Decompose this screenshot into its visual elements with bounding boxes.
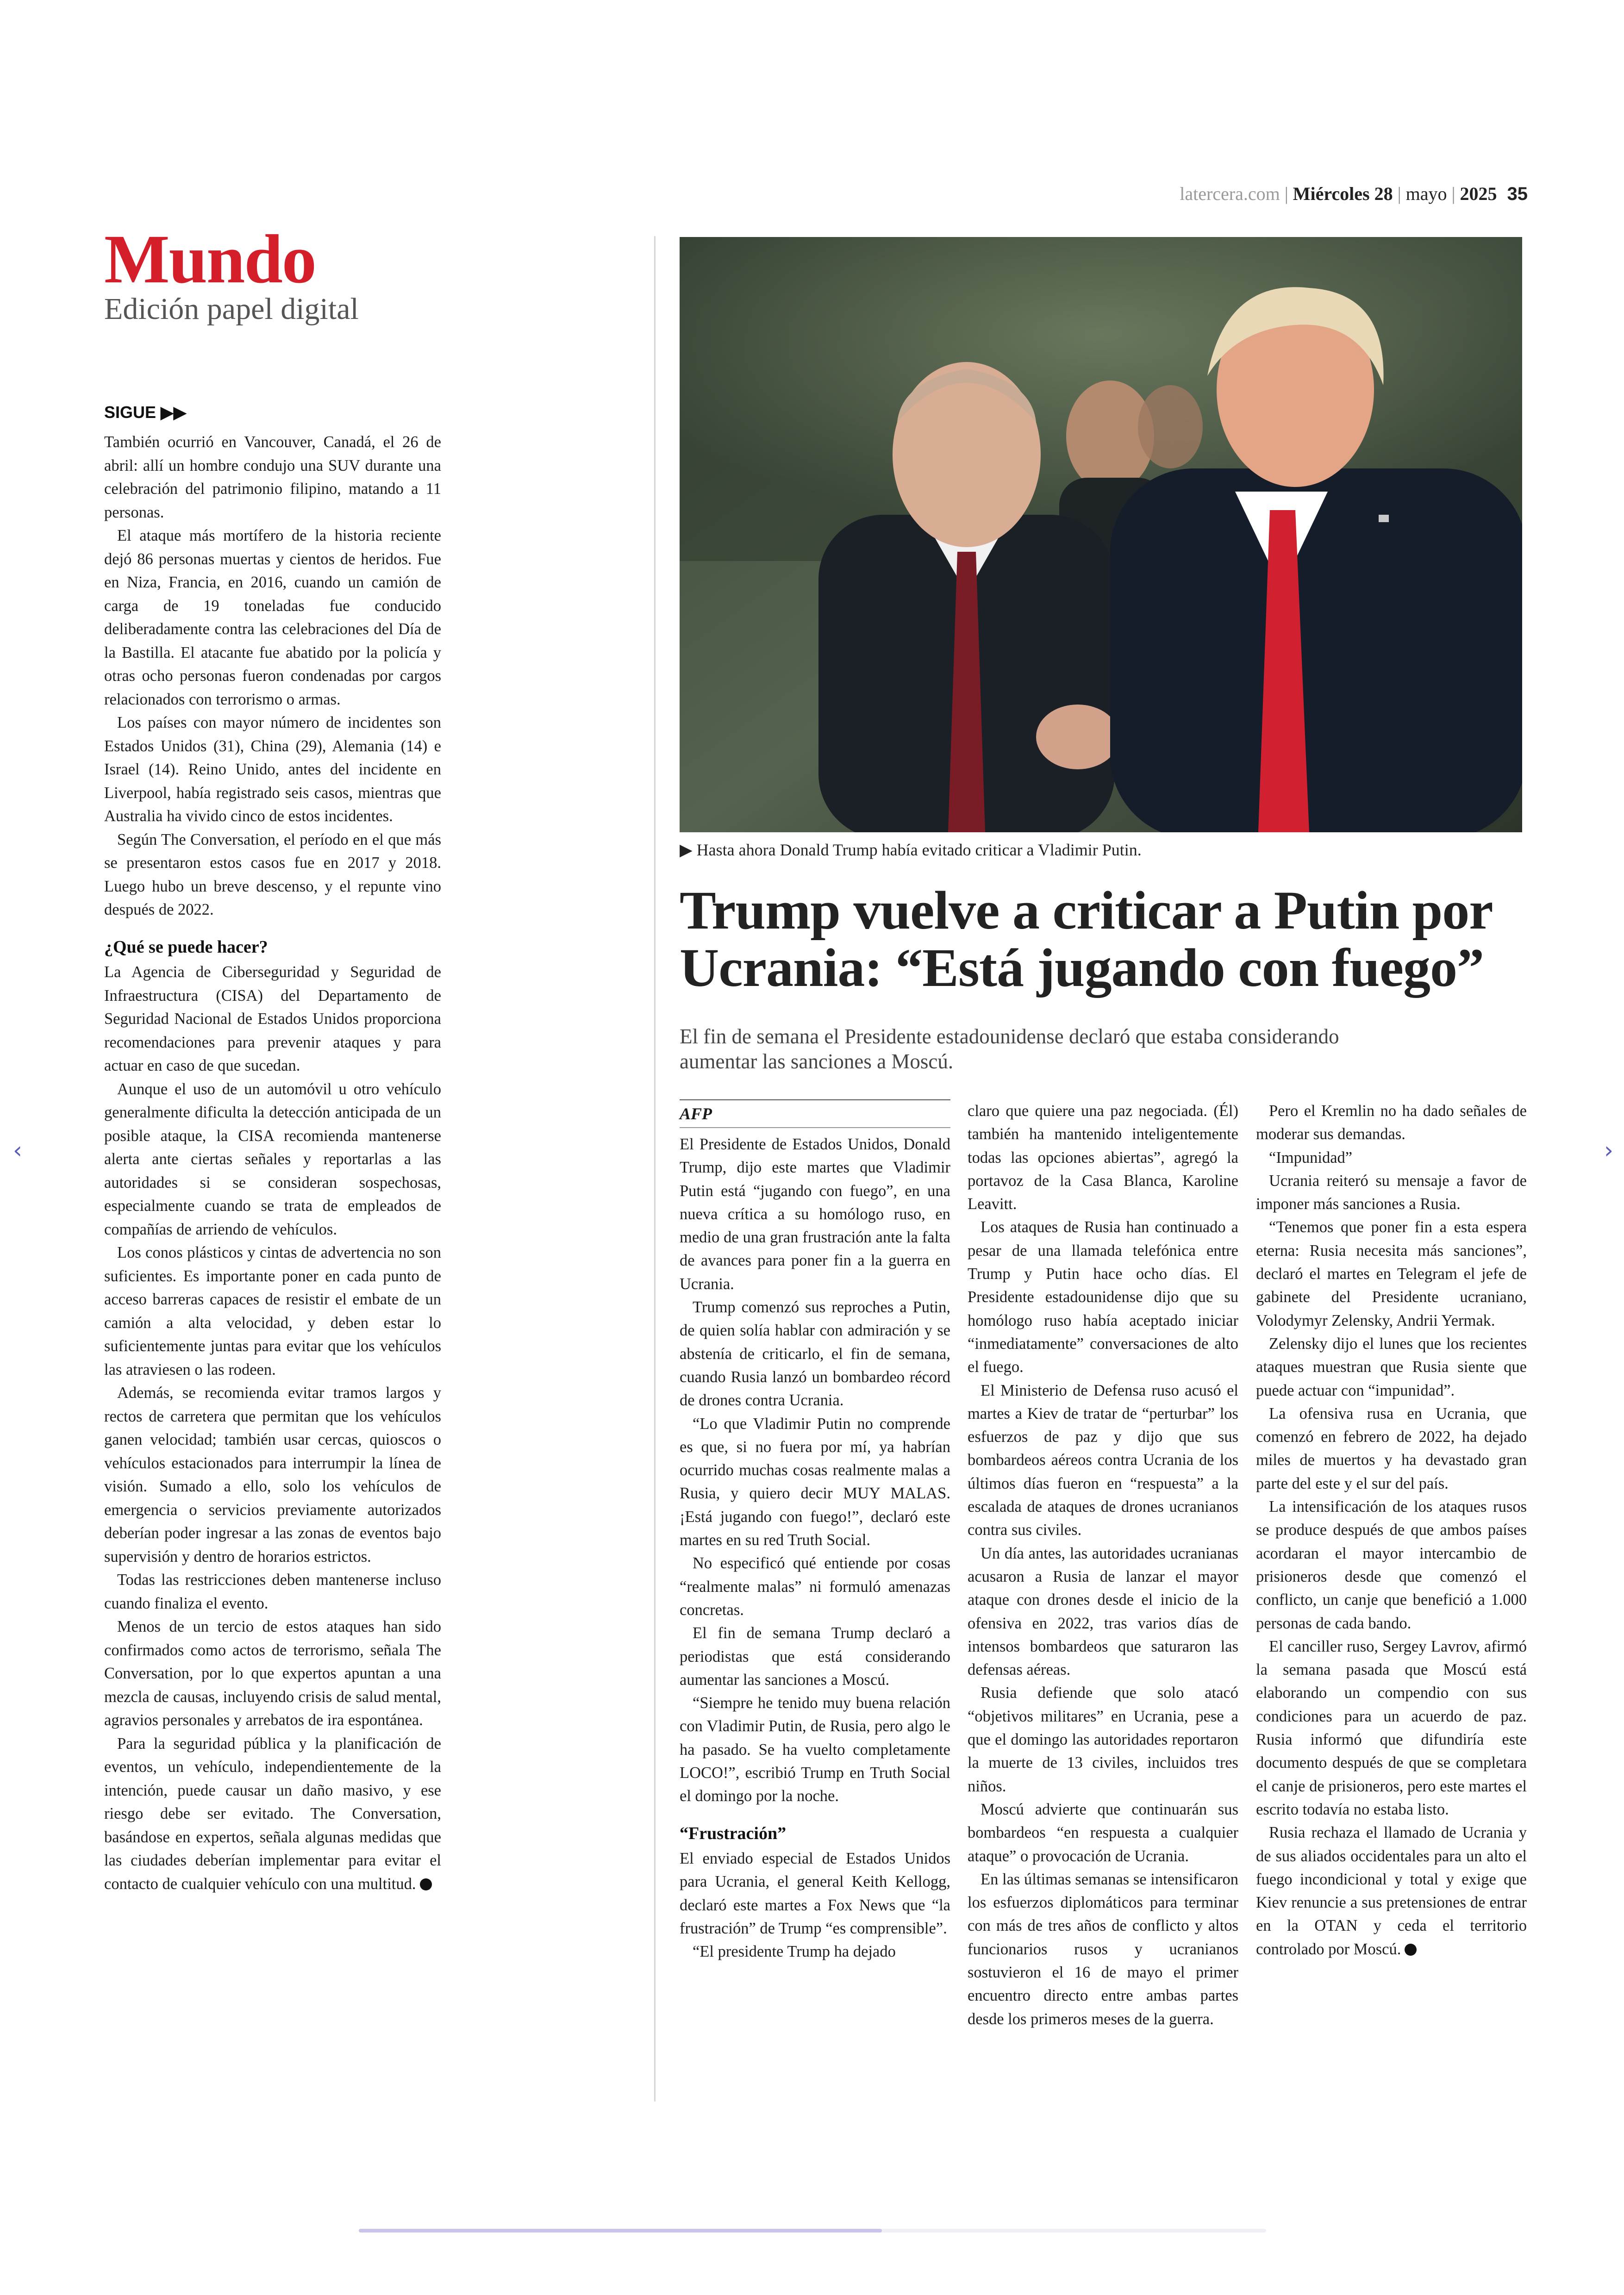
section-title: Mundo [104,221,316,298]
paragraph: Un día antes, las autoridades ucranianas acusaron a Rusia de lanzar el mayor ataque con drones desde el inicio de la ofensiva en 2022, tras varios días de intensos bombardeos que saturaron las defensas aéreas. [968,1544,1238,1679]
photo-caption: ▶ Hasta ahora Donald Trump había evitado criticar a Vladimir Putin. [680,841,1142,859]
paragraph: “Tenemos que poner fin a esta espera eterna: Rusia necesita más sanciones”, declaró el martes en Telegram el jefe de gabinete del Presidente ucraniano, Volodymyr Zelensky, Andrii Yermak. [1256,1218,1527,1329]
headline-line: Trump vuelve a criticar a Putin por [680,880,1493,941]
article-column-3 [1256,1099,1527,1961]
date-year: 2025 [1460,183,1497,204]
next-page-arrow-icon[interactable]: › [1604,1137,1613,1164]
paragraph: El canciller ruso, Sergey Lavrov, afirmó la semana pasada que Moscú está elaborando un compendio con sus condiciones para un acuerdo de paz. Rusia informó que difundiría este documento después de que se completara el canje de prisioneros, pero este martes el escrito todavía no estaba listo. [1256,1637,1527,1818]
page-scroll-thumb[interactable] [359,2229,882,2233]
article-column-1 [680,1099,950,1963]
paragraph: Menos de un tercio de estos ataques han sido confirmados como actos de terrorismo, señala The Conversation, por lo que expertos apuntan a una mezcla de causas, incluyendo crisis de salud mental, agravios personales y arrebatos de ira espontánea. [104,1618,441,1729]
subheading: ¿Qué se puede hacer? [104,937,268,957]
photo-illustration [680,237,1522,832]
paragraph [104,1732,441,1896]
article-headline [680,882,1531,997]
site-name[interactable]: latercera.com [1180,183,1280,204]
paragraph: “Siempre he tenido muy buena relación con Vladimir Putin, de Rusia, pero algo le ha pasado. Se ha vuelto completamente LOCO!”, escribió Trump en Truth Social el domingo por la noche. [680,1694,950,1805]
paragraph: Todas las restricciones deben mantenerse incluso cuando finaliza el evento. [104,1571,441,1612]
article-column-2 [968,1099,1238,2031]
paragraph-text: Rusia rechaza el llamado de Ucrania y de sus aliados occidentales para un alto el fuego incondicional y total y exige que Kiev renuncie a sus pretensiones de entrar en la OTAN y ceda el territorio controlado por Moscú. [1256,1824,1527,1958]
headline-line: Ucrania: “Está jugando con fuego” [680,937,1484,998]
subheading: “Frustración” [680,1823,787,1843]
paragraph: Zelensky dijo el lunes que los recientes ataques muestran que Rusia siente que puede actuar con “impunidad”. [1256,1335,1527,1399]
paragraph: Aunque el uso de un automóvil u otro vehículo generalmente dificulta la detección anticipada de un posible ataque, la CISA recomienda mantenerse alerta ante ciertas señales y reportarlas a las autoridades si se consideran sospechosas, especialmente cuando se trata de empleados de compañías de arriendo de vehículos. [104,1080,441,1238]
date-day: Miércoles 28 [1293,183,1393,204]
article-body [680,1133,950,1963]
paragraph: “Impunidad” [1269,1148,1353,1166]
paragraph: La Agencia de Ciberseguridad y Seguridad de Infraestructura (CISA) del Departamento de Seguridad Nacional de Estados Unidos proporciona recomendaciones para prevenir ataques y para actuar en caso de que sucedan. [104,963,441,1074]
continued-label: SIGUE ▶▶ [104,403,187,422]
paragraph-text: Para la seguridad pública y la planificación de eventos, un vehículo, independientemente de la intención, puede causar un daño masivo, y ese riesgo debe ser evitado. The Conversation, basándose en expertos, señala algunas medidas que las ciudades deberían implementar para evitar el contacto de cualquier vehículo con una multitud. [104,1734,441,1893]
paragraph: La ofensiva rusa en Ucrania, que comenzó en febrero de 2022, ha dejado miles de muertos y ha devastado gran parte del este y el sur del país. [1256,1404,1527,1492]
paragraph: En las últimas semanas se intensificaron los esfuerzos diplomáticos para terminar con más de tres años de conflicto y altos funcionarios rusos y ucranianos sostuvieron el 16 de mayo el primer encuentro directo entre ambas partes desde los primeros meses de la guerra. [968,1870,1238,2028]
date-month: mayo [1405,183,1447,204]
section-subtitle: Edición papel digital [104,292,359,326]
column-divider [654,236,656,2102]
paragraph: “Lo que Vladimir Putin no comprende es que, si no fuera por mí, ya habrían ocurrido muchas cosas realmente malas a Rusia, y quiero decir MUY MALAS. ¡Está jugando con fuego!”, declaró este martes en su red Truth Social. [680,1415,950,1549]
paragraph: El ataque más mortífero de la historia reciente dejó 86 personas muertas y cientos de heridos. Fue en Niza, Francia, en 2016, cuando un camión de carga de 19 toneladas fue conducido deliberadamente contra las celebraciones del Día de la Bastilla. El atacante fue abatido por la policía y otras ocho personas fueron condenadas por cargos relacionados con terrorismo o armas. [104,527,441,708]
paragraph: La intensificación de los ataques rusos se produce después de que ambos países acordaran el mayor intercambio de prisioneros desde que comenzó el conflicto, un canje que benefició a 1.000 personas de cada bando. [1256,1498,1527,1632]
news-photo [680,237,1522,832]
paragraph: El fin de semana Trump declaró a periodistas que está considerando aumentar las sanciones a Moscú. [680,1624,950,1689]
paragraph: Ucrania reiteró su mensaje a favor de imponer más sanciones a Rusia. [1256,1172,1527,1213]
paragraph: El Ministerio de Defensa ruso acusó el martes a Kiev de tratar de “perturbar” los esfuerzos de paz y dijo que sus bombardeos aéreos contra Ucrania de los últimos días fueron en “respuesta” a la escalada de ataques de drones ucranianos contra sus civiles. [968,1381,1238,1539]
paragraph: Los conos plásticos y cintas de advertencia no son suficientes. Es importante poner en cada punto de acceso barreras capaces de resistir el embate de un camión a alta velocidad, y deben estar lo suficientemente juntas para evitar que los vehículos las atraviesen o las rodeen. [104,1244,441,1378]
left-column [104,403,441,1896]
end-mark-icon [420,1878,432,1890]
paragraph: claro que quiere una paz negociada. (Él) también ha mantenido inteligentemente todas las opciones abiertas”, agregó la portavoz de la Casa Blanca, Karoline Leavitt. [968,1102,1238,1213]
paragraph [1256,1821,1527,1961]
article-body [1256,1099,1527,1961]
paragraph: Pero el Kremlin no ha dado señales de moderar sus demandas. [1256,1102,1527,1143]
paragraph: Según The Conversation, el período en el que más se presentaron estos casos fue en 2017 y 2018. Luego hubo un breve descenso, y el repunte vino después de 2022. [104,830,441,918]
paragraph: Los ataques de Rusia han continuado a pesar de una llamada telefónica entre Trump y Putin hace ocho días. El Presidente estadounidense dijo que su homólogo ruso había aceptado iniciar “inmediatamente” conversaciones de alto el fuego. [968,1218,1238,1376]
paragraph: El enviado especial de Estados Unidos para Ucrania, el general Keith Kellogg, declaró este martes a Fox News que “la frustración” de Trump “es comprensible”. [680,1849,950,1937]
left-article-body [104,430,441,1896]
paragraph: El Presidente de Estados Unidos, Donald Trump, dijo este martes que Vladimir Putin está “jugando con fuego”, en una nueva crítica a su homólogo ruso, en medio de una gran frustración ante la falta de avances para poner fin a la guerra en Ucrania. [680,1135,950,1293]
paragraph: “El presidente Trump ha dejado [693,1943,896,1961]
page-number: 35 [1507,184,1528,204]
page-header: latercera.com | Miércoles 28 | mayo | 2025 35 [1180,183,1528,204]
paragraph: Los países con mayor número de incidentes son Estados Unidos (31), China (29), Alemania (14) e Israel (14). Reino Unido, antes del incidente en Liverpool, había registrado seis casos, mientras que Australia ha vivido cinco de estos incidentes. [104,714,441,825]
paragraph: No especificó qué entiende por cosas “realmente malas” ni formuló amenazas concretas. [680,1554,950,1619]
paragraph: Moscú advierte que continuarán sus bombardeos “en respuesta a cualquier ataque” o provocación de Ucrania. [968,1800,1238,1865]
paragraph: Además, se recomienda evitar tramos largos y rectos de carretera que permitan que los vehículos ganen velocidad; también usar cercas, quioscos o vehículos estacionados para interrumpir la línea de visión. Sumado a ello, solo los vehículos de emergencia o servicios previamente autorizados deberían poder ingresar a las zonas de eventos bajo supervisión y dentro de horarios estrictos. [104,1384,441,1565]
article-body [968,1099,1238,2031]
end-mark-icon [1405,1944,1417,1956]
previous-page-arrow-icon[interactable]: ‹ [13,1137,22,1164]
paragraph: Rusia defiende que solo atacó “objetivos militares” en Ucrania, pese a que el domingo las autoridades reportaron la muerte de 13 civiles, incluidos tres niños. [968,1684,1238,1795]
article-dek: El fin de semana el Presidente estadounidense declaró que estaba considerando aumentar las sanciones a Moscú. [680,1025,1339,1073]
paragraph: Trump comenzó sus reproches a Putin, de quien solía hablar con admiración y se abstenía de criticarlo, el fin de semana, cuando Rusia lanzó un bombardeo récord de drones contra Ucrania. [680,1298,950,1409]
byline: AFP [680,1104,950,1128]
paragraph: También ocurrió en Vancouver, Canadá, el 26 de abril: allí un hombre condujo una SUV durante una celebración del patrimonio filipino, matando a 11 personas. [104,433,441,521]
byline-rule [680,1099,950,1100]
